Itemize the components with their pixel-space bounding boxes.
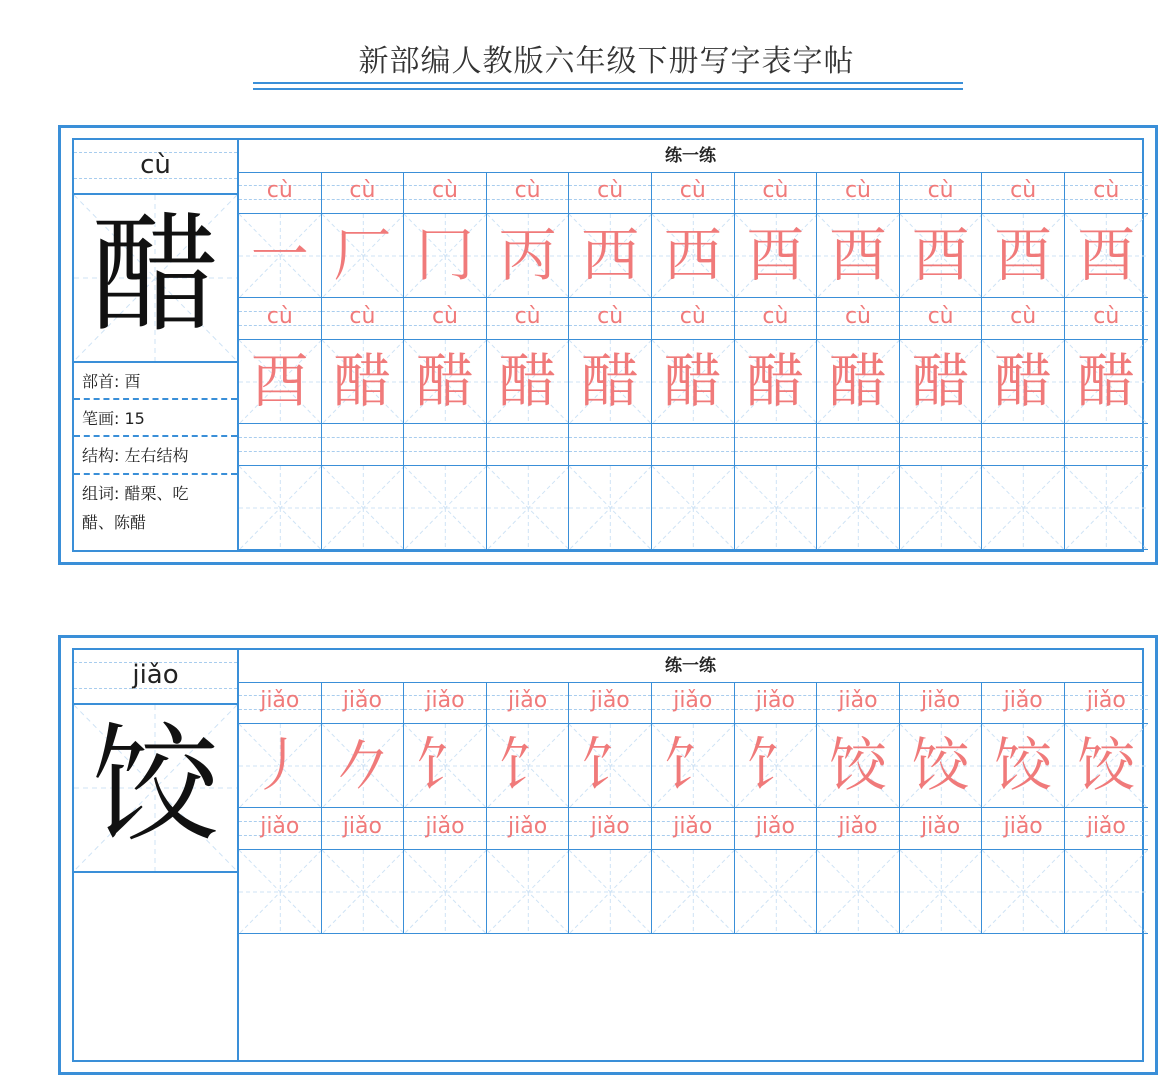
writing-cell	[1065, 724, 1148, 808]
pinyin-cell	[487, 424, 570, 466]
title-underline	[253, 82, 963, 84]
pinyin-text: cù	[514, 178, 541, 203]
practice-area	[239, 650, 1142, 1060]
card-inner	[72, 138, 1144, 552]
pinyin-cell	[982, 808, 1065, 850]
stroke-order-char: 醋	[333, 347, 392, 415]
pinyin-cell	[982, 298, 1065, 340]
pinyin-cell	[652, 424, 735, 466]
writing-cell	[322, 724, 405, 808]
pinyin-cell	[487, 298, 570, 340]
pinyin-text: jiǎo	[838, 814, 878, 839]
writing-cell	[652, 340, 735, 424]
writing-cell	[404, 214, 487, 298]
pinyin-cell	[735, 808, 818, 850]
pinyin-text: cù	[514, 304, 541, 329]
structure-value: 左右结构	[124, 446, 189, 465]
stroke-order-char: 𠂊	[333, 731, 392, 799]
pinyin-cell	[569, 808, 652, 850]
pinyin-cell	[1065, 298, 1148, 340]
structure-row: 结构: 左右结构	[74, 437, 237, 475]
writing-cell	[239, 724, 322, 808]
pinyin-cell	[900, 172, 983, 214]
pinyin-cell	[322, 298, 405, 340]
writing-cell	[652, 214, 735, 298]
stroke-order-char: 丙	[498, 221, 557, 289]
pinyin-text: cù	[349, 304, 376, 329]
pinyin-cell	[404, 682, 487, 724]
pinyin-cell	[404, 808, 487, 850]
pinyin-text: cù	[1010, 304, 1037, 329]
practice-title: 练一练	[239, 140, 1142, 173]
writing-cell	[569, 466, 652, 550]
writing-cell	[1065, 340, 1148, 424]
pinyin-text: jiǎo	[838, 688, 878, 713]
writing-cell	[817, 340, 900, 424]
pinyin-cell	[652, 172, 735, 214]
pinyin-cell	[817, 424, 900, 466]
pinyin-text: jiǎo	[921, 814, 961, 839]
big-character-box	[74, 705, 237, 873]
pinyin-text: jiǎo	[755, 814, 795, 839]
pinyin-cell	[569, 172, 652, 214]
pinyin-cell	[487, 172, 570, 214]
writing-cell	[239, 466, 322, 550]
pinyin-text: cù	[1093, 178, 1120, 203]
big-character: 醋	[91, 201, 220, 350]
writing-cell	[652, 724, 735, 808]
pinyin-text: jiǎo	[590, 814, 630, 839]
writing-cell	[404, 466, 487, 550]
character-info-panel	[74, 650, 239, 1060]
stroke-order-char: 醋	[663, 347, 722, 415]
pinyin-text: jiǎo	[342, 688, 382, 713]
pinyin-cell	[404, 424, 487, 466]
writing-cell	[652, 850, 735, 934]
stroke-order-char: 冂	[415, 221, 474, 289]
writing-cell	[652, 466, 735, 550]
pinyin-text: jiǎo	[921, 688, 961, 713]
pinyin-cell	[982, 682, 1065, 724]
writing-cell	[817, 724, 900, 808]
writing-cell	[982, 214, 1065, 298]
pinyin-cell	[322, 682, 405, 724]
pinyin-cell	[569, 424, 652, 466]
pinyin-cell	[239, 682, 322, 724]
writing-cell	[735, 724, 818, 808]
stroke-order-char: 饺	[994, 731, 1053, 799]
pinyin-cell	[1065, 172, 1148, 214]
pinyin-text: jiǎo	[590, 688, 630, 713]
pinyin-cell	[735, 298, 818, 340]
writing-cell	[982, 466, 1065, 550]
pinyin-text: cù	[844, 178, 871, 203]
writing-cell	[735, 214, 818, 298]
pinyin-cell	[569, 298, 652, 340]
stroke-order-char: 醋	[994, 347, 1053, 415]
pinyin-text: jiǎo	[260, 688, 300, 713]
pinyin-text: jiǎo	[1003, 814, 1043, 839]
writing-cell	[322, 340, 405, 424]
stroke-order-char: 酉	[828, 221, 887, 289]
pinyin-cell	[1065, 808, 1148, 850]
pinyin-text: jiǎo	[508, 688, 548, 713]
page-title: 新部编人教版六年级下册写字表字帖	[358, 44, 855, 79]
pinyin-cell	[404, 172, 487, 214]
pinyin-cell	[239, 172, 322, 214]
writing-cell	[569, 850, 652, 934]
pinyin-text: jiǎo	[1086, 814, 1126, 839]
writing-cell	[817, 850, 900, 934]
writing-cell	[404, 340, 487, 424]
pinyin-text: cù	[927, 178, 954, 203]
writing-cell	[982, 724, 1065, 808]
pinyin-cell	[322, 808, 405, 850]
writing-cell	[239, 850, 322, 934]
writing-cell	[735, 340, 818, 424]
pinyin-cell	[817, 298, 900, 340]
pinyin-cell	[404, 298, 487, 340]
writing-cell	[487, 340, 570, 424]
writing-cell	[900, 214, 983, 298]
stroke-label: 笔画	[82, 409, 115, 428]
writing-cell	[817, 214, 900, 298]
stroke-order-char: 饺	[828, 731, 887, 799]
writing-cell	[569, 214, 652, 298]
pinyin-text: cù	[1093, 304, 1120, 329]
pinyin-text: jiǎo	[260, 814, 300, 839]
stroke-order-char: 醋	[415, 347, 474, 415]
stroke-order-char: 醋	[911, 347, 970, 415]
pinyin-cell	[900, 808, 983, 850]
pinyin-text: cù	[762, 178, 789, 203]
stroke-order-char: 醋	[828, 347, 887, 415]
pinyin-text: cù	[844, 304, 871, 329]
pinyin-text: cù	[762, 304, 789, 329]
writing-cell	[982, 340, 1065, 424]
character-card-2	[58, 635, 1158, 1075]
writing-cell	[900, 466, 983, 550]
stroke-order-char: 酉	[1077, 221, 1136, 289]
stroke-count-row: 笔画: 15	[74, 400, 237, 437]
words-row: 组词: 醋栗、吃醋、陈醋	[82, 484, 189, 532]
writing-cell	[735, 466, 818, 550]
writing-cell	[735, 850, 818, 934]
stroke-order-char: 饣	[581, 731, 640, 799]
pinyin-cell	[487, 682, 570, 724]
writing-cell	[239, 340, 322, 424]
writing-cell	[404, 850, 487, 934]
radical-label: 部首	[82, 372, 115, 391]
stroke-value: 15	[124, 409, 145, 428]
practice-title: 练一练	[239, 650, 1142, 683]
stroke-order-char: 酉	[994, 221, 1053, 289]
pinyin-cell	[652, 808, 735, 850]
writing-cell	[1065, 466, 1148, 550]
writing-cell	[1065, 850, 1148, 934]
pinyin-text: jiǎo	[508, 814, 548, 839]
pinyin-text: jiǎo	[425, 814, 465, 839]
writing-cell	[487, 724, 570, 808]
writing-cell	[569, 724, 652, 808]
writing-cell	[900, 340, 983, 424]
writing-cell	[982, 850, 1065, 934]
main-pinyin: jiǎo	[132, 660, 179, 690]
writing-cell	[487, 214, 570, 298]
words-label: 组词	[82, 484, 115, 503]
pinyin-cell	[982, 424, 1065, 466]
stroke-order-char: 饣	[415, 731, 474, 799]
stroke-order-char: 厂	[333, 221, 392, 289]
stroke-order-char: 饺	[911, 731, 970, 799]
writing-cell	[817, 466, 900, 550]
pinyin-cell	[487, 808, 570, 850]
pinyin-box	[74, 140, 237, 195]
stroke-order-char: 醋	[581, 347, 640, 415]
writing-cell	[239, 214, 322, 298]
structure-label: 结构	[82, 446, 115, 465]
pinyin-cell	[239, 298, 322, 340]
pinyin-text: jiǎo	[673, 814, 713, 839]
pinyin-box	[74, 650, 237, 705]
pinyin-text: cù	[1010, 178, 1037, 203]
stroke-order-char: 饣	[498, 731, 557, 799]
pinyin-cell	[322, 172, 405, 214]
pinyin-cell	[735, 682, 818, 724]
character-card-1	[58, 125, 1158, 565]
radical-row: 部首: 酉	[74, 363, 237, 400]
writing-cell	[487, 466, 570, 550]
stroke-order-char: 饣	[663, 731, 722, 799]
writing-cell	[569, 340, 652, 424]
pinyin-cell	[1065, 424, 1148, 466]
pinyin-cell	[982, 172, 1065, 214]
pinyin-text: jiǎo	[1086, 688, 1126, 713]
stroke-order-char: 酉	[250, 347, 309, 415]
pinyin-text: jiǎo	[755, 688, 795, 713]
pinyin-text: cù	[679, 304, 706, 329]
pinyin-text: cù	[927, 304, 954, 329]
pinyin-text: cù	[266, 178, 293, 203]
stroke-order-char: 饺	[1077, 731, 1136, 799]
radical-value: 酉	[124, 372, 141, 391]
pinyin-text: jiǎo	[342, 814, 382, 839]
stroke-order-char: 西	[663, 221, 722, 289]
practice-area	[239, 140, 1142, 550]
pinyin-text: cù	[597, 178, 624, 203]
pinyin-cell	[900, 682, 983, 724]
pinyin-text: jiǎo	[1003, 688, 1043, 713]
writing-cell	[1065, 214, 1148, 298]
stroke-order-char: 丿	[250, 731, 309, 799]
writing-cell	[900, 724, 983, 808]
big-character-box	[74, 195, 237, 363]
pinyin-text: cù	[431, 304, 458, 329]
pinyin-cell	[652, 682, 735, 724]
card-inner	[72, 648, 1144, 1062]
pinyin-text: cù	[266, 304, 293, 329]
stroke-order-char: 酉	[911, 221, 970, 289]
stroke-order-char: 醋	[746, 347, 805, 415]
pinyin-cell	[900, 298, 983, 340]
writing-cell	[487, 850, 570, 934]
pinyin-cell	[817, 682, 900, 724]
pinyin-text: cù	[431, 178, 458, 203]
stroke-order-char: 醋	[498, 347, 557, 415]
pinyin-cell	[1065, 682, 1148, 724]
stroke-order-char: 一	[250, 221, 309, 289]
writing-cell	[900, 850, 983, 934]
stroke-order-char: 酉	[746, 221, 805, 289]
writing-cell	[322, 214, 405, 298]
pinyin-text: cù	[679, 178, 706, 203]
pinyin-cell	[239, 424, 322, 466]
pinyin-cell	[239, 808, 322, 850]
writing-cell	[322, 850, 405, 934]
pinyin-cell	[322, 424, 405, 466]
pinyin-cell	[652, 298, 735, 340]
pinyin-cell	[735, 172, 818, 214]
pinyin-cell	[900, 424, 983, 466]
stroke-order-char: 西	[581, 221, 640, 289]
pinyin-cell	[569, 682, 652, 724]
character-info-panel	[74, 140, 239, 550]
writing-cell	[322, 466, 405, 550]
main-pinyin: cù	[140, 150, 171, 180]
title-underline-2	[253, 88, 963, 90]
pinyin-cell	[735, 424, 818, 466]
stroke-order-char: 醋	[1077, 347, 1136, 415]
pinyin-cell	[817, 808, 900, 850]
writing-cell	[404, 724, 487, 808]
stroke-order-char: 饣	[746, 731, 805, 799]
pinyin-text: jiǎo	[673, 688, 713, 713]
big-character: 饺	[91, 711, 220, 860]
pinyin-text: jiǎo	[425, 688, 465, 713]
pinyin-text: cù	[349, 178, 376, 203]
pinyin-cell	[817, 172, 900, 214]
pinyin-text: cù	[597, 304, 624, 329]
words-value: 醋栗、吃醋、陈醋	[82, 484, 189, 532]
